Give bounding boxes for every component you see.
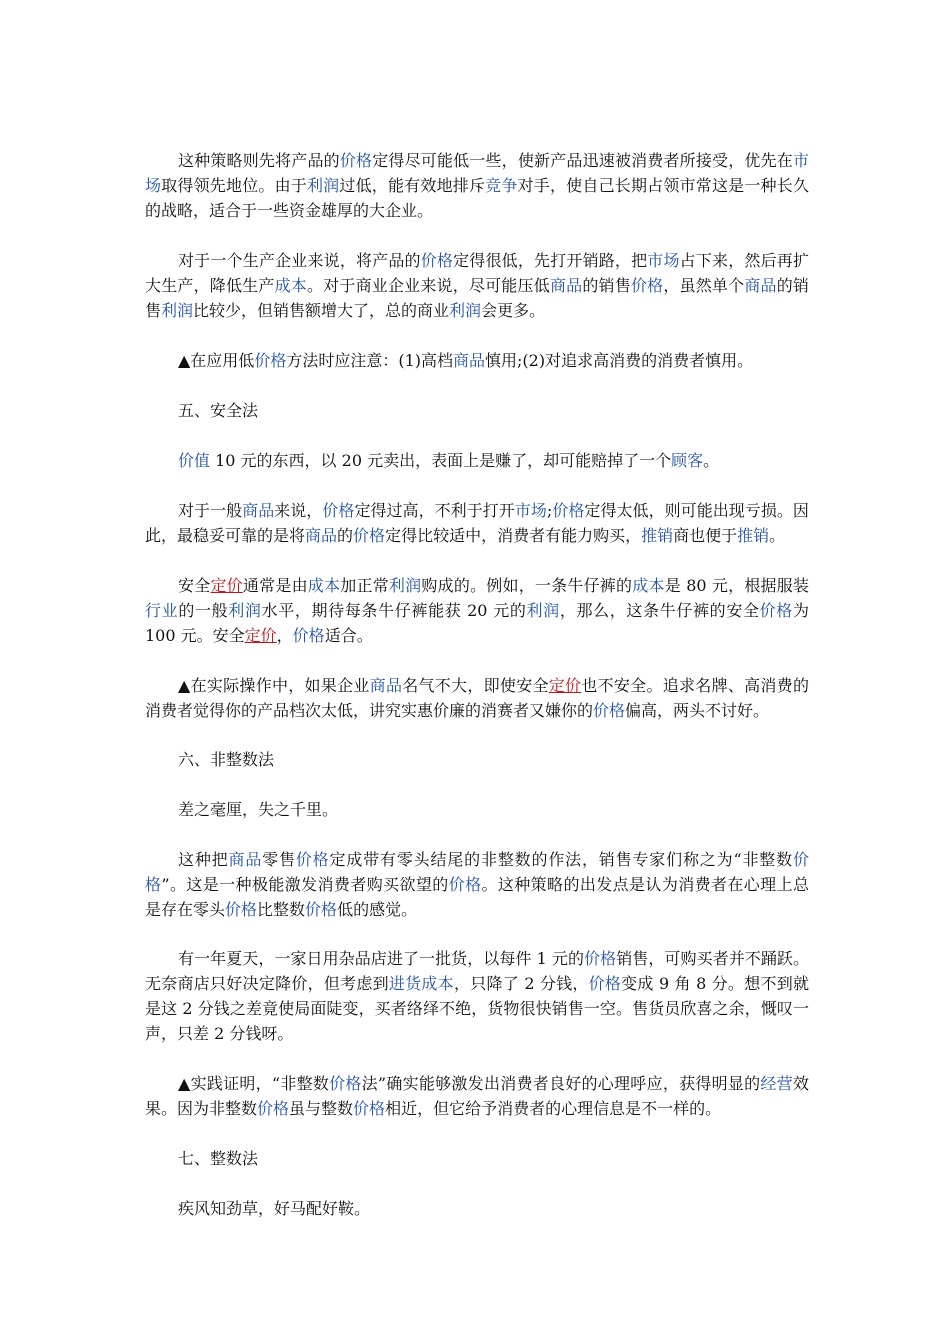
keyword-link[interactable]: 价格	[225, 900, 258, 919]
paragraph-safe-pricing-note	[145, 673, 809, 723]
text-run: 。	[769, 526, 786, 545]
keyword-link[interactable]: 价值	[178, 451, 211, 470]
text-run: 为 100 元。安全	[145, 601, 809, 645]
text-run: 水平，期待每条牛仔裤能获 20 元的	[261, 601, 527, 620]
keyword-link[interactable]: 商品	[369, 676, 403, 695]
keyword-link[interactable]: 利润	[306, 176, 340, 195]
paragraph-low-price-note	[145, 348, 809, 373]
text-run: 是 80 元，根据服装	[664, 576, 809, 595]
text-run: 定成带有零头结尾的非整数的作法，销售专家们称之为“非整数	[329, 850, 793, 869]
text-run: 定得过高，不利于打开	[354, 501, 515, 520]
keyword-link[interactable]: 利润	[449, 301, 482, 320]
text-run: 安全	[178, 576, 211, 595]
text-run: ，只降了 2 分钱，	[453, 974, 589, 993]
paragraph-production-enterprise	[145, 248, 809, 323]
text-run: ▲实践证明，“非整数	[178, 1074, 330, 1093]
text-run: 的销售	[145, 276, 809, 320]
text-run: 对于一个生产企业来说，将产品的	[178, 251, 421, 270]
keyword-link[interactable]: 行业	[145, 601, 179, 620]
text-run: ▲在应用低	[178, 351, 255, 370]
keyword-link[interactable]: 价格	[588, 974, 622, 993]
keyword-link[interactable]: 利润	[228, 601, 262, 620]
keyword-link[interactable]: 成本	[307, 576, 341, 595]
section-heading-non-integer-method	[178, 747, 274, 772]
text-run: ”。这是一种极能激发消费者购买欲望的	[161, 875, 449, 894]
text-run: 定得尽可能低一些，使新产品迅速被消费者所接受，优先在	[372, 151, 793, 170]
text-run: 适合。	[324, 626, 373, 645]
text-run: 效果。因为非整数	[145, 1074, 809, 1118]
keyword-link[interactable]: 利润	[388, 576, 422, 595]
keyword-link[interactable]: 价格	[322, 501, 355, 520]
keyword-link[interactable]: 商品	[744, 276, 777, 295]
text-run: 零售	[262, 850, 296, 869]
text-run: 的一般	[178, 601, 229, 620]
text-run: 购成的。例如，一条牛仔裤的	[421, 576, 633, 595]
keyword-link[interactable]: 商品	[242, 501, 275, 520]
text-run: 对于一般	[178, 501, 243, 520]
text-run: 。对于商业企业来说，尽可能压低	[306, 276, 550, 295]
text-run: 变成 9 角 8 分。想不到就是这 2 分钱之差竟使局面陡变，买者络绎不绝，货物很快销售一空。售货员欣喜之余，慨叹一声，只差 2 分钱呀。	[145, 974, 809, 1043]
keyword-link[interactable]: 推销	[641, 526, 674, 545]
keyword-link[interactable]: 价格	[420, 251, 454, 270]
keyword-link[interactable]: 价格	[292, 626, 325, 645]
text-run: 慎用;(2)对追求高消费的消费者慎用。	[485, 351, 754, 370]
text-run: 。这种策略的出发点是认为消费者在心理上总是存在零头	[145, 875, 809, 919]
text-run: 也不安全。追求名牌、高消费的消费者觉得你的产品档次太低，讲究实惠价廉的消赛者又嫌你的	[145, 676, 809, 720]
paragraph-non-integer-pricing	[145, 847, 809, 922]
text-run: 名气不大，即使安全	[402, 676, 549, 695]
keyword-link[interactable]: 推销	[737, 526, 770, 545]
text-run: 这种把	[178, 850, 229, 869]
paragraph-summer-story	[145, 946, 809, 1046]
keyword-link[interactable]: 利润	[161, 301, 194, 320]
text-run: 对手，使自己长期占领市常这是一种长久的战略，适合于一些资金雄厚的大企业。	[145, 176, 809, 220]
paragraph-safe-pricing	[145, 573, 809, 648]
keyword-link[interactable]: 成本	[274, 276, 307, 295]
keyword-link[interactable]: 利润	[526, 601, 560, 620]
text-run: 定得很低，先打开销路，把	[453, 251, 648, 270]
text-run: 加正常	[340, 576, 389, 595]
text-run: 差之毫厘，失之千里。	[178, 800, 339, 819]
keyword-link[interactable]: 价格	[353, 526, 386, 545]
text-run: 商也便于	[673, 526, 738, 545]
text-run: 过低，能有效地排斥	[339, 176, 486, 195]
text-run: 10 元的东西，以 20 元卖出，表面上是赚了，却可能赔掉了一个	[210, 451, 672, 470]
proverb-line	[178, 797, 338, 822]
keyword-link[interactable]: 价格	[305, 900, 338, 919]
text-run: 方法时应注意：(1)高档	[286, 351, 453, 370]
section-heading-safety-method	[178, 398, 258, 423]
keyword-link[interactable]: 成本	[632, 576, 665, 595]
keyword-link[interactable]: 价格	[593, 701, 626, 720]
keyword-link-underlined[interactable]: 定价	[210, 576, 243, 595]
text-run: 法”确实能够激发出消费者良好的心理呼应，获得明显的	[361, 1074, 761, 1093]
text-run: 来说，	[274, 501, 323, 520]
keyword-link[interactable]: 商品	[549, 276, 583, 295]
keyword-link[interactable]: 价格	[339, 151, 373, 170]
keyword-link[interactable]: 价格	[257, 1099, 290, 1118]
text-run: 定得太低，则可能出现亏损。因此，最稳妥可靠的是将	[145, 501, 809, 545]
keyword-link[interactable]: 市场	[647, 251, 680, 270]
keyword-link[interactable]: 商品	[305, 526, 338, 545]
text-run: 有一年夏天，一家日用杂品店进了一批货，以每件 1 元的	[178, 949, 585, 968]
text-run: ，虽然单个	[663, 276, 745, 295]
keyword-link[interactable]: 价格	[552, 501, 585, 520]
keyword-link[interactable]: 价格	[254, 351, 287, 370]
text-run: 占下来，然后再扩大生产，降低生产	[145, 251, 809, 295]
paragraph-penetration-strategy	[145, 148, 809, 223]
keyword-link[interactable]: 价格	[353, 1099, 386, 1118]
text-run: 比较少，但销售额增大了，总的商业	[193, 301, 450, 320]
text-run: 低的感觉。	[337, 900, 418, 919]
text-run: 五、安全法	[178, 401, 259, 420]
text-run: ;	[546, 501, 553, 520]
paragraph-value-example	[145, 448, 809, 473]
text-run: 六、非整数法	[178, 750, 275, 769]
keyword-link[interactable]: 进货成本	[388, 974, 454, 993]
text-run: ，那么，这条牛仔裤的安全	[559, 601, 760, 620]
text-run: 这种策略则先将产品的	[178, 151, 340, 170]
keyword-link[interactable]: 价格	[630, 276, 664, 295]
keyword-link-underlined[interactable]: 定价	[548, 676, 582, 695]
keyword-link[interactable]: 价格	[759, 601, 793, 620]
keyword-link[interactable]: 市场	[145, 151, 809, 195]
keyword-link[interactable]: 顾客	[671, 451, 704, 470]
text-run: 取得领先地位。由于	[161, 176, 307, 195]
text-run: 偏高，两头不讨好。	[625, 701, 770, 720]
keyword-link[interactable]: 价格	[584, 949, 617, 968]
keyword-link[interactable]: 经营	[760, 1074, 793, 1093]
text-run: 疾风知劲草，好马配好鞍。	[178, 1199, 371, 1218]
text-run: 。	[703, 451, 720, 470]
text-run: 相近，但它给予消费者的心理信息是不一样的。	[385, 1099, 722, 1118]
paragraph-general-goods	[145, 498, 809, 548]
text-run: 定得比较适中，消费者有能力购买，	[385, 526, 642, 545]
text-run: 通常是由	[242, 576, 308, 595]
keyword-link[interactable]: 竞争	[485, 176, 518, 195]
keyword-link[interactable]: 商品	[228, 850, 263, 869]
keyword-link[interactable]: 价格	[329, 1074, 362, 1093]
keyword-link[interactable]: 价格	[295, 850, 330, 869]
keyword-link[interactable]: 价格	[448, 875, 482, 894]
text-run: ▲在实际操作中，如果企业	[178, 676, 370, 695]
text-run: 虽与整数	[289, 1099, 354, 1118]
keyword-link[interactable]: 价格	[145, 850, 809, 894]
text-run: 比整数	[257, 900, 306, 919]
paragraph-non-integer-note	[145, 1071, 809, 1121]
text-run: 会更多。	[481, 301, 546, 320]
keyword-link[interactable]: 市场	[514, 501, 547, 520]
text-run: 的销售	[582, 276, 631, 295]
keyword-link-underlined[interactable]: 定价	[244, 626, 277, 645]
keyword-link[interactable]: 商品	[453, 351, 486, 370]
text-run: 的	[337, 526, 354, 545]
section-heading-integer-method	[178, 1146, 258, 1171]
text-run: ，	[276, 626, 293, 645]
proverb-line-2	[178, 1196, 370, 1221]
text-run: 销售，可购买者并不踊跃。无奈商店只好决定降价，但考虑到	[145, 949, 809, 993]
text-run: 七、整数法	[178, 1149, 259, 1168]
